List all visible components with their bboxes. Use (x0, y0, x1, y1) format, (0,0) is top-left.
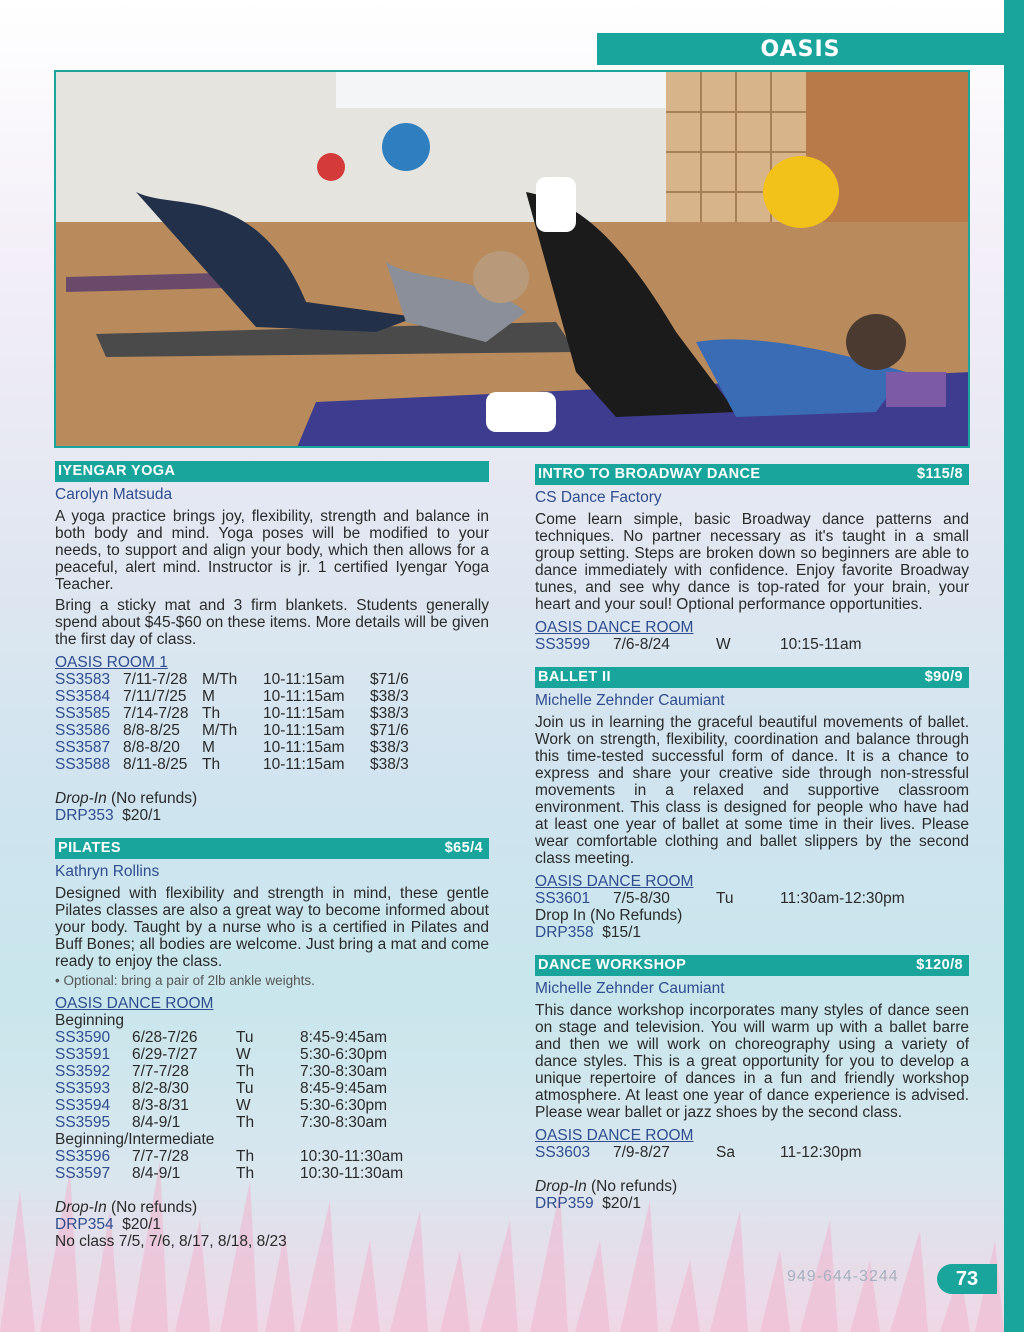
class-day: M/Th (202, 722, 238, 739)
class-code[interactable]: SS3584 (55, 688, 111, 705)
broadway-header (535, 464, 969, 485)
workshop-header (535, 955, 969, 976)
class-dates: 7/11-7/28 (123, 671, 188, 688)
class-dates: 8/3-8/31 (132, 1097, 189, 1114)
spacer (535, 1161, 969, 1178)
class-time: 10-11:15am (263, 756, 345, 773)
class-day: M (202, 739, 215, 756)
iyengar-description: A yoga practice brings joy, flexibility, strength and balance in both body and mind. Yoga poses will be modified to your needs, to support and align your body, which then allows for a peaceful, alert mind. Instructor is jr. 1 certified Iyengar Yoga Teacher. (55, 508, 489, 593)
page-edge-strip (1004, 0, 1024, 1332)
class-time: 5:30-6:30pm (300, 1097, 388, 1114)
photo-illustration (56, 72, 970, 448)
dropin-note: (No refunds) (111, 790, 198, 807)
schedule-row (55, 1046, 387, 1063)
class-dates: 7/5-8/30 (613, 890, 670, 907)
iyengar-title: IYENGAR YOGA (58, 463, 176, 479)
class-time: 7:30-8:30am (300, 1063, 388, 1080)
dropin-fee: $20/1 (602, 1195, 642, 1212)
class-time: 10-11:15am (263, 722, 345, 739)
class-code[interactable]: SS3603 (535, 1144, 591, 1161)
class-day: W (236, 1097, 251, 1114)
class-dates: 8/8-8/20 (123, 739, 180, 756)
class-dates: 8/11-8/25 (123, 756, 188, 773)
ballet-section (535, 667, 969, 941)
ballet-title: BALLET II (538, 669, 611, 685)
pilates-price: $65/4 (444, 840, 483, 856)
workshop-schedule (535, 1144, 862, 1161)
iyengar-supplies: Bring a sticky mat and 3 firm blankets. Students generally spend about $45-$60 on these items. More details will be given the first day of class. (55, 597, 489, 648)
schedule-row (55, 1097, 387, 1114)
dropin-code[interactable]: DRP358 (535, 924, 594, 941)
pilates-dropin (55, 1199, 489, 1216)
schedule-row (55, 722, 409, 739)
iyengar-schedule (55, 671, 409, 773)
pilates-dropin-row (55, 1216, 489, 1233)
pilates-bullet (55, 972, 489, 989)
class-fee: $38/3 (370, 756, 409, 773)
broadway-section (535, 464, 969, 653)
workshop-dropin (535, 1178, 969, 1195)
class-dates: 8/8-8/25 (123, 722, 180, 739)
class-fee: $38/3 (370, 739, 409, 756)
class-time: 10-11:15am (263, 739, 345, 756)
schedule-row (535, 890, 905, 907)
class-fee: $38/3 (370, 688, 409, 705)
workshop-instructor: Michelle Zehnder Caumiant (535, 980, 725, 997)
class-code[interactable]: SS3599 (535, 636, 591, 653)
workshop-location[interactable]: OASIS DANCE ROOM (535, 1127, 694, 1144)
class-dates: 8/4-9/1 (132, 1165, 181, 1182)
dropin-code[interactable]: DRP353 (55, 807, 114, 824)
schedule-row (55, 688, 409, 705)
class-day: Sa (716, 1144, 735, 1161)
class-dates: 8/4-9/1 (132, 1114, 181, 1131)
class-time: 10:15-11am (780, 636, 862, 653)
class-code[interactable]: SS3587 (55, 739, 111, 756)
class-code[interactable]: SS3586 (55, 722, 111, 739)
class-code[interactable]: SS3601 (535, 890, 591, 907)
section-title: OASIS (760, 36, 841, 62)
iyengar-dropin (55, 790, 489, 807)
spacer (55, 773, 489, 790)
class-code[interactable]: SS3595 (55, 1114, 111, 1131)
class-day: W (236, 1046, 251, 1063)
dropin-fee: $15/1 (602, 924, 642, 941)
class-code[interactable]: SS3596 (55, 1148, 111, 1165)
pilates-schedule-beginning (55, 1029, 387, 1131)
class-code[interactable]: SS3591 (55, 1046, 111, 1063)
pilates-level-beginning: Beginning (55, 1012, 124, 1029)
dropin-fee: $20/1 (122, 807, 162, 824)
iyengar-dropin-row (55, 807, 489, 824)
class-photo (54, 70, 970, 448)
schedule-row (55, 671, 409, 688)
pilates-instructor: Kathryn Rollins (55, 863, 160, 880)
class-time: 10-11:15am (263, 705, 345, 722)
class-day: Th (236, 1165, 255, 1182)
iyengar-instructor: Carolyn Matsuda (55, 486, 173, 503)
workshop-price: $120/8 (916, 957, 963, 973)
class-code[interactable]: SS3594 (55, 1097, 111, 1114)
class-time: 11:30am-12:30pm (780, 890, 905, 907)
schedule-row (55, 1080, 387, 1097)
schedule-row (55, 705, 409, 722)
dropin-note: (No refunds) (111, 1199, 198, 1216)
class-code[interactable]: SS3593 (55, 1080, 111, 1097)
pilates-title: PILATES (58, 840, 121, 856)
class-day: Tu (716, 890, 734, 907)
schedule-row (55, 1114, 387, 1131)
broadway-title: INTRO TO BROADWAY DANCE (538, 466, 761, 482)
class-day: M (202, 688, 215, 705)
class-dates: 7/7-7/28 (132, 1063, 189, 1080)
schedule-row (55, 739, 409, 756)
pilates-section (55, 838, 489, 1250)
workshop-dropin-row (535, 1195, 969, 1212)
class-time: 11-12:30pm (780, 1144, 862, 1161)
class-fee: $38/3 (370, 705, 409, 722)
class-dates: 8/2-8/30 (132, 1080, 189, 1097)
ballet-price: $90/9 (924, 669, 963, 685)
spacer (55, 1182, 489, 1199)
ballet-instructor: Michelle Zehnder Caumiant (535, 692, 725, 709)
class-dates: 7/14-7/28 (123, 705, 189, 722)
class-day: Tu (236, 1080, 254, 1097)
class-time: 8:45-9:45am (300, 1080, 388, 1097)
schedule-row (55, 1148, 403, 1165)
ballet-description: Join us in learning the graceful beautiful movements of ballet. Work on strength, flexibility, coordination and balance through this time-tested successful form of dance. It is a chance to express and share your creative side through non-stressful movements in a relaxed and supportive classroom environment. This class is designed for people who have had at least one year of ballet at some time in their lives. Please wear comfortable clothing and ballet slippers by the second class meeting. (535, 714, 969, 867)
class-time: 8:45-9:45am (300, 1029, 388, 1046)
footer-phone: 949-644-3244 (787, 1268, 899, 1285)
workshop-title: DANCE WORKSHOP (538, 957, 687, 973)
class-code[interactable]: SS3590 (55, 1029, 111, 1046)
class-day: Th (236, 1114, 255, 1131)
class-time: 7:30-8:30am (300, 1114, 388, 1131)
ballet-location[interactable]: OASIS DANCE ROOM (535, 873, 694, 890)
class-code[interactable]: SS3597 (55, 1165, 111, 1182)
dropin-label: Drop-In (535, 1178, 587, 1195)
dropin-fee: $20/1 (122, 1216, 162, 1233)
ballet-header (535, 667, 969, 688)
dropin-label: Drop-In (55, 790, 107, 807)
class-dates: 7/6-8/24 (613, 636, 670, 653)
class-code[interactable]: SS3585 (55, 705, 111, 722)
iyengar-location[interactable]: OASIS ROOM 1 (55, 654, 168, 671)
section-banner (597, 33, 1004, 65)
class-code[interactable]: SS3588 (55, 756, 111, 773)
schedule-row (535, 1144, 862, 1161)
schedule-row (55, 1063, 387, 1080)
broadway-location[interactable]: OASIS DANCE ROOM (535, 619, 694, 636)
ballet-dropin-row (535, 924, 969, 941)
class-code[interactable]: SS3592 (55, 1063, 111, 1080)
ballet-dropin: Drop In (No Refunds) (535, 907, 683, 924)
class-time: 10-11:15am (263, 671, 345, 688)
class-fee: $71/6 (370, 671, 409, 688)
pilates-location[interactable]: OASIS DANCE ROOM (55, 995, 214, 1012)
schedule-row (535, 636, 862, 653)
pilates-description: Designed with flexibility and strength in mind, these gentle Pilates classes are also a great way to become informed about your body. Taught by a nurse who is a certified in Pilates and Buff Bones; all bodies are welcome. Just bring a mat and come ready to enjoy the class. (55, 885, 489, 970)
class-day: Th (236, 1063, 255, 1080)
class-time: 10:30-11:30am (300, 1165, 404, 1182)
class-time: 10:30-11:30am (300, 1148, 404, 1165)
dropin-note: (No refunds) (591, 1178, 678, 1195)
pilates-level-intermediate: Beginning/Intermediate (55, 1131, 215, 1148)
left-column (55, 461, 489, 1250)
class-dates: 7/9-8/27 (613, 1144, 670, 1161)
schedule-row (55, 1029, 387, 1046)
right-column (535, 464, 969, 1212)
dropin-code[interactable]: DRP359 (535, 1195, 594, 1212)
iyengar-section (55, 461, 489, 824)
ballet-schedule (535, 890, 905, 907)
class-dates: 6/29-7/27 (132, 1046, 198, 1063)
dropin-label: Drop-In (55, 1199, 107, 1216)
bullet-text: Optional: bring a pair of 2lb ankle weights. (63, 973, 315, 988)
broadway-description: Come learn simple, basic Broadway dance patterns and techniques. No partner necessary as it's taught in a small group setting. Steps are broken down so beginners are able to dance immediately with confidence. Enjoy favorite Broadway tunes, and see why dance is top-rated for your brain, your heart and your soul! Optional performance opportunities. (535, 511, 969, 613)
class-day: Th (202, 756, 221, 773)
workshop-description: This dance workshop incorporates many styles of dance seen on stage and television. You will warm up with a ballet barre and then we will work on choreography using a variety of dance styles. This is a great opportunity for you to develop a unique repertoire of dances in a fun and friendly workshop atmosphere. At least one year of dance experience is advised. Please wear ballet or jazz shoes by the second class. (535, 1002, 969, 1121)
class-time: 5:30-6:30pm (300, 1046, 388, 1063)
class-dates: 7/11/7/25 (123, 688, 187, 705)
class-day: Th (236, 1148, 255, 1165)
pilates-no-class: No class 7/5, 7/6, 8/17, 8/18, 8/23 (55, 1233, 287, 1250)
schedule-row (55, 1165, 403, 1182)
class-code[interactable]: SS3583 (55, 671, 111, 688)
schedule-row (55, 756, 409, 773)
page-number: 73 (937, 1264, 997, 1294)
broadway-schedule (535, 636, 862, 653)
class-day: W (716, 636, 731, 653)
class-dates: 7/7-7/28 (132, 1148, 189, 1165)
class-day: Tu (236, 1029, 254, 1046)
bullet-dot: • (55, 973, 60, 988)
broadway-price: $115/8 (917, 466, 963, 482)
class-day: M/Th (202, 671, 238, 688)
workshop-section (535, 955, 969, 1212)
class-day: Th (202, 705, 221, 722)
class-time: 10-11:15am (263, 688, 345, 705)
class-fee: $71/6 (370, 722, 409, 739)
broadway-instructor: CS Dance Factory (535, 489, 662, 506)
class-dates: 6/28-7/26 (132, 1029, 198, 1046)
pilates-header (55, 838, 489, 859)
pilates-schedule-intermediate (55, 1148, 403, 1182)
iyengar-header (55, 461, 489, 482)
dropin-code[interactable]: DRP354 (55, 1216, 114, 1233)
